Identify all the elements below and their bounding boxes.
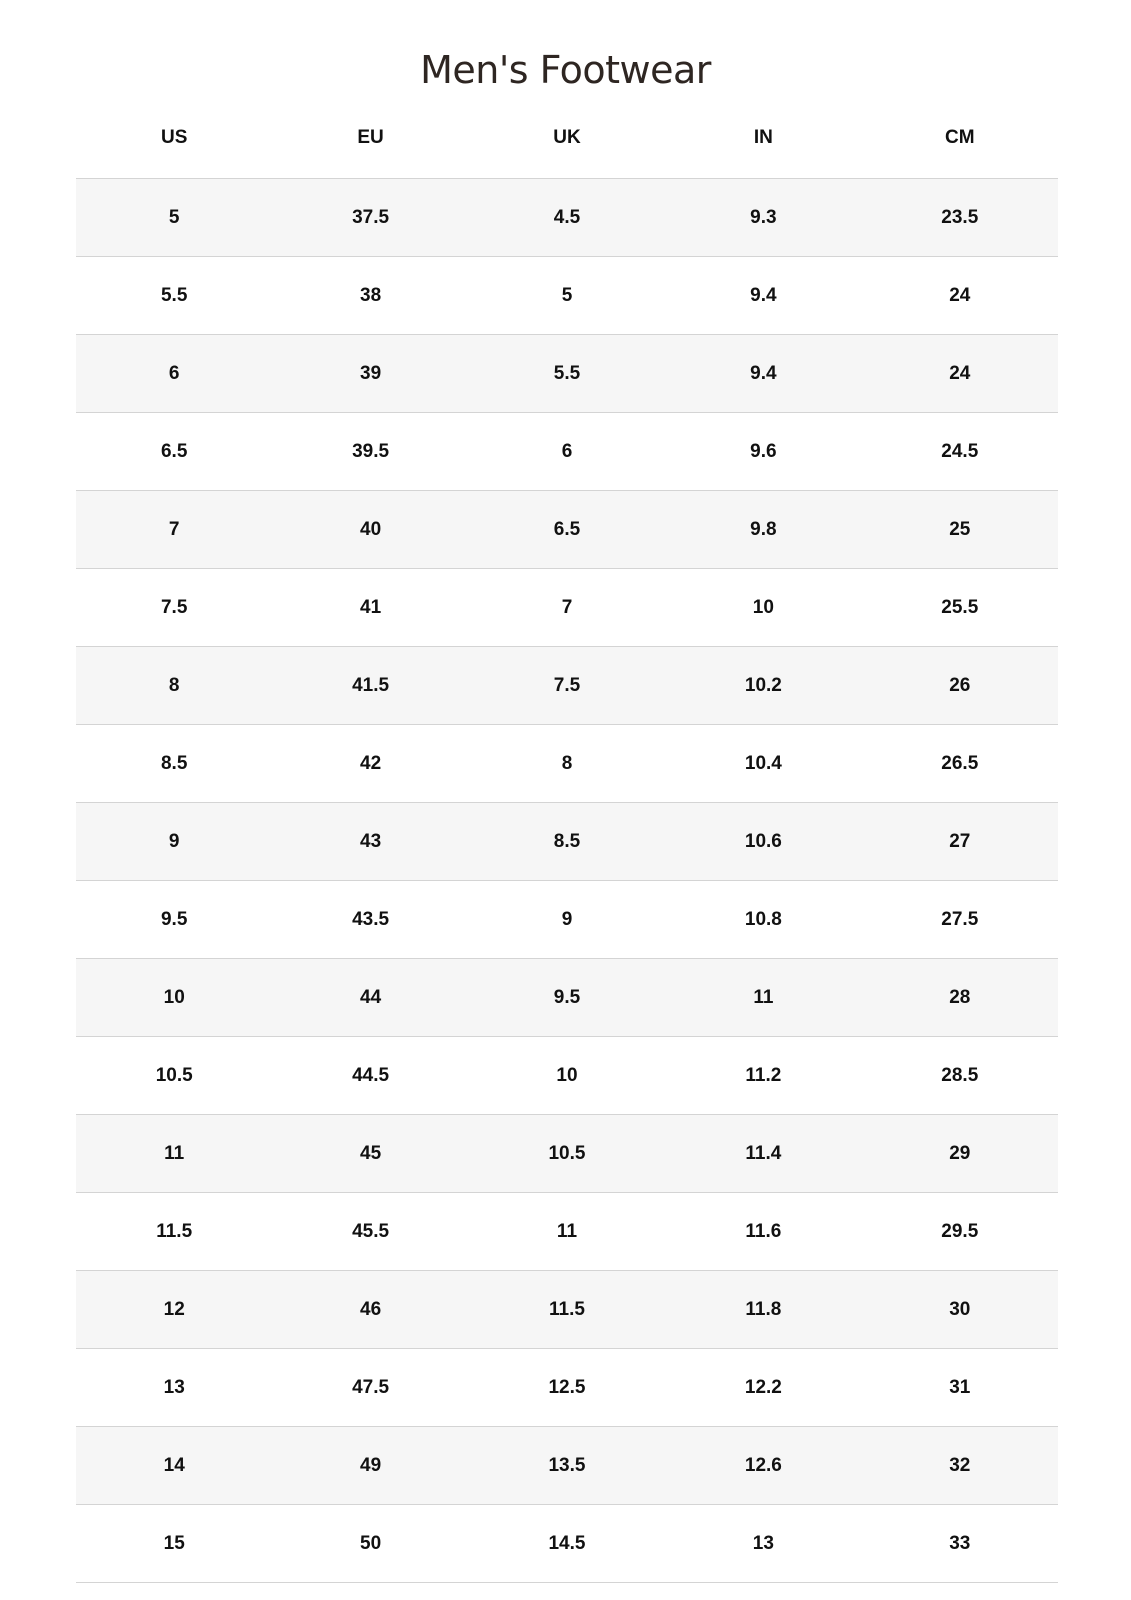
size-cell-uk: 9.5	[553, 986, 581, 1008]
size-cell-in: 10	[752, 596, 774, 618]
page-title: Men's Footwear	[420, 48, 711, 93]
size-cell-in: 9.3	[750, 206, 777, 228]
size-cell-eu: 45.5	[352, 1220, 390, 1242]
size-cell-us: 5.5	[160, 284, 188, 306]
size-cell-us: 10	[163, 986, 185, 1008]
size-cell-in: 9.4	[750, 284, 777, 306]
size-cell-cm: 33	[949, 1532, 971, 1554]
size-cell-us: 8	[168, 674, 180, 696]
size-cell-eu: 38	[360, 284, 382, 306]
size-cell-eu: 41.5	[352, 674, 390, 696]
table-header	[76, 98, 1058, 179]
size-cell-cm: 29.5	[941, 1220, 979, 1242]
size-cell-in: 9.6	[750, 440, 777, 462]
size-cell-in: 13	[752, 1532, 774, 1554]
size-cell-eu: 47.5	[352, 1376, 390, 1398]
size-cell-eu: 44	[360, 986, 382, 1008]
size-cell-cm: 24	[949, 284, 971, 306]
size-cell-uk: 13.5	[548, 1454, 586, 1476]
size-cell-cm: 32	[949, 1454, 971, 1476]
size-cell-cm: 27	[949, 830, 971, 852]
size-cell-uk: 5.5	[553, 362, 581, 384]
size-cell-us: 12	[163, 1298, 185, 1320]
size-cell-in: 12.2	[744, 1376, 782, 1398]
table-row	[76, 725, 1058, 803]
size-cell-in: 10.8	[744, 908, 782, 930]
table-row	[76, 881, 1058, 959]
size-cell-us: 11.5	[156, 1220, 193, 1242]
size-cell-in: 10.2	[744, 674, 782, 696]
size-cell-eu: 43.5	[352, 908, 390, 930]
size-cell-us: 9	[168, 830, 180, 852]
size-cell-us: 7	[168, 518, 180, 540]
size-cell-us: 13	[163, 1376, 185, 1398]
size-cell-eu: 44.5	[352, 1064, 390, 1086]
column-header-cm: CM	[945, 127, 975, 148]
size-cell-cm: 26	[949, 674, 971, 696]
size-cell-uk: 11	[556, 1220, 578, 1242]
size-cell-in: 11	[753, 986, 774, 1008]
size-cell-us: 7.5	[160, 596, 188, 618]
size-cell-eu: 39	[360, 362, 382, 384]
size-cell-cm: 28	[949, 986, 971, 1008]
table-row	[76, 335, 1058, 413]
size-cell-us: 8.5	[160, 752, 188, 774]
size-cell-in: 10.4	[744, 752, 782, 774]
size-cell-us: 14	[163, 1454, 185, 1476]
size-cell-uk: 7	[561, 596, 573, 618]
table-row	[76, 413, 1058, 491]
size-cell-uk: 14.5	[548, 1532, 586, 1554]
column-header-us: US	[160, 127, 188, 148]
size-cell-uk: 6	[561, 440, 573, 462]
size-cell-cm: 29	[949, 1142, 971, 1164]
column-header-uk: UK	[553, 127, 581, 148]
size-cell-uk: 8.5	[553, 830, 581, 852]
size-cell-in: 11.2	[745, 1064, 782, 1086]
size-cell-cm: 25	[949, 518, 971, 540]
header-row	[76, 98, 1058, 179]
size-cell-eu: 39.5	[352, 440, 390, 462]
size-cell-uk: 4.5	[553, 206, 581, 228]
table-row	[76, 257, 1058, 335]
table-row	[76, 179, 1058, 257]
column-header-in: IN	[753, 127, 773, 148]
size-cell-cm: 31	[949, 1376, 971, 1398]
size-cell-uk: 12.5	[548, 1376, 586, 1398]
size-cell-eu: 37.5	[352, 206, 390, 228]
size-cell-eu: 49	[360, 1454, 382, 1476]
size-cell-us: 5	[168, 206, 180, 228]
size-cell-uk: 6.5	[553, 518, 581, 540]
size-cell-us: 11	[164, 1142, 185, 1164]
size-cell-cm: 24.5	[941, 440, 979, 462]
size-cell-eu: 46	[360, 1298, 382, 1320]
size-cell-cm: 24	[949, 362, 971, 384]
size-cell-cm: 25.5	[941, 596, 979, 618]
size-cell-eu: 45	[360, 1142, 382, 1164]
table-row	[76, 959, 1058, 1037]
table-row	[76, 803, 1058, 881]
table-row	[76, 1271, 1058, 1349]
size-chart-table	[76, 98, 1058, 1583]
size-cell-eu: 50	[360, 1532, 382, 1554]
size-cell-us: 6	[168, 362, 180, 384]
size-cell-cm: 26.5	[941, 752, 979, 774]
size-cell-in: 11.8	[745, 1298, 782, 1320]
size-cell-uk: 9	[561, 908, 573, 930]
size-cell-us: 6.5	[160, 440, 188, 462]
size-cell-uk: 7.5	[553, 674, 581, 696]
table-row	[76, 647, 1058, 725]
size-cell-in: 10.6	[744, 830, 782, 852]
size-cell-uk: 11.5	[549, 1298, 585, 1320]
size-cell-uk: 5	[561, 284, 573, 306]
table-row	[76, 1505, 1058, 1583]
size-cell-cm: 23.5	[941, 206, 979, 228]
size-cell-eu: 41	[360, 596, 382, 618]
size-cell-cm: 27.5	[941, 908, 979, 930]
table-row	[76, 1193, 1058, 1271]
size-cell-in: 9.4	[750, 362, 777, 384]
table-row	[76, 1427, 1058, 1505]
size-cell-in: 11.4	[745, 1142, 782, 1164]
table-row	[76, 1349, 1058, 1427]
size-cell-uk: 8	[561, 752, 573, 774]
table-row	[76, 1037, 1058, 1115]
size-cell-eu: 40	[360, 518, 382, 540]
size-cell-us: 9.5	[160, 908, 188, 930]
size-cell-in: 9.8	[750, 518, 777, 540]
size-cell-us: 15	[163, 1532, 185, 1554]
size-cell-in: 11.6	[745, 1220, 782, 1242]
size-cell-us: 10.5	[155, 1064, 193, 1086]
size-cell-in: 12.6	[744, 1454, 782, 1476]
table-row	[76, 1115, 1058, 1193]
table-body	[76, 179, 1058, 1583]
size-cell-eu: 42	[360, 752, 382, 774]
size-cell-cm: 28.5	[941, 1064, 979, 1086]
size-cell-uk: 10	[556, 1064, 578, 1086]
size-cell-eu: 43	[360, 830, 382, 852]
column-header-eu: EU	[357, 127, 384, 148]
size-cell-uk: 10.5	[548, 1142, 586, 1164]
table-row	[76, 569, 1058, 647]
size-cell-cm: 30	[949, 1298, 971, 1320]
table-row	[76, 491, 1058, 569]
